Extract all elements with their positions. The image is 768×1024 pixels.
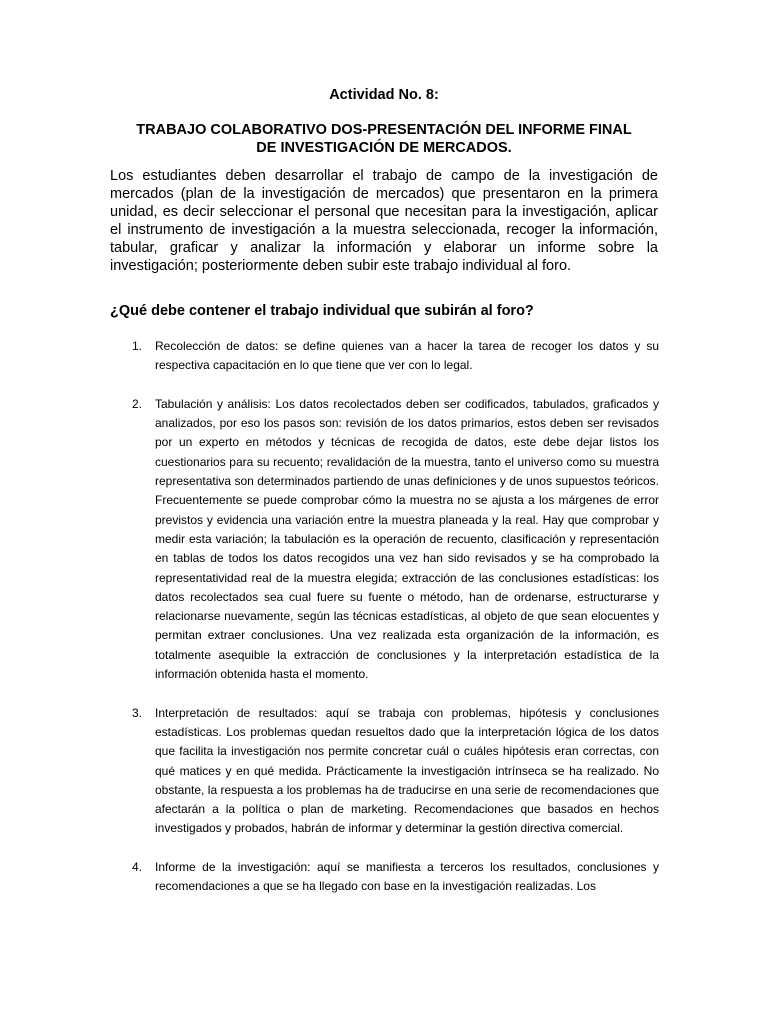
list-item-number: 1. [132,339,143,353]
subtitle-line: TRABAJO COLABORATIVO DOS-PRESENTACIÓN DEL INFORME FINAL [136,122,632,138]
list-item-text: Informe de la investigación: aquí se manifiesta a terceros los resultados, conclusiones y recomendaciones a que se ha llegado con base en la investigación realizadas. Los [155,860,659,894]
subtitle-line: DE INVESTIGACIÓN DE MERCADOS. [256,140,512,156]
intro-paragraph: Los estudiantes deben desarrollar el trabajo de campo de la investigación de mercados (plan de la investigación de mercados) que presentaron en la primera unidad, es decir seleccionar el personal que necesitan para la investigación, aplicar el instrumento de investigación a la muestra seleccionada, recoger la información, tabular, graficar y analizar la información y elaborar un informe sobre la investigación; posteriormente deben subir este trabajo individual al foro. [110,168,658,274]
activity-subtitle [100,121,668,157]
list-item-text: Interpretación de resultados: aquí se trabaja con problemas, hipótesis y conclusiones estadísticas. Los problemas quedan resueltos dado que la interpretación lógica de los datos que facilita la investigación nos permite concretar cuál o cuáles hipótesis eran correctas, con qué matices y en qué medida. Prácticamente la investigación intrínseca se ha realizado. No obstante, la respuesta a los problemas ha de traducirse en una serie de recomendaciones que afectarán a la política o plan de marketing. Recomendaciones que basados en hechos investigados y probados, habrán de informar y determinar la gestión directiva comercial. [155,705,659,836]
list-item-text: Tabulación y análisis: Los datos recolectados deben ser codificados, tabulados, graficados y analizados, por eso los pasos son: revisión de los datos primarios, estos deben ser revisados por un experto en métodos y técnicas de recogida de datos, este debe dejar listos los cuestionarios para su recuento; revalidación de la muestra, tanto el universo como su muestra representativa son determinados partiendo de unas definiciones y de unos supuestos teóricos. Frecuentemente se puede comprobar cómo la muestra no se ajusta a los márgenes de error previstos y evidencia una variación entre la muestra planeada y la real. Hay que comprobar y medir esta variación; la tabulación es la operación de recuento, clasificación y representación en tablas de todos los datos recogidos una vez han sido revisados y se ha comprobado la representatividad real de la muestra elegida; extracción de las conclusiones estadísticas: los datos recolectados sea cual fuere su fuente o método, han de ordenarse, estructurarse y relacionarse nuevamente, según las técnicas estadísticas, al objeto de que sean elocuentes y permitan extraer conclusiones. Una vez realizada esta organización de la información, es totalmente asequible la extracción de conclusiones y la interpretación estadística de la información obtenida hasta el momento. [155,396,659,682]
list-item-number: 3. [132,705,143,720]
activity-title: Actividad No. 8: [329,87,439,103]
list-item-number: 2. [132,396,143,411]
list-item-text: Recolección de datos: se define quienes van a hacer la tarea de recoger los datos y su respectiva capacitación en lo que tiene que ver con lo legal. [155,339,659,373]
list-item [132,704,659,839]
requirements-list [132,337,659,916]
list-item [132,337,659,376]
list-item-number: 4. [132,860,143,875]
list-item [132,395,659,684]
section-question: ¿Qué debe contener el trabajo individual que subirán al foro? [110,303,534,319]
list-item [132,858,659,897]
